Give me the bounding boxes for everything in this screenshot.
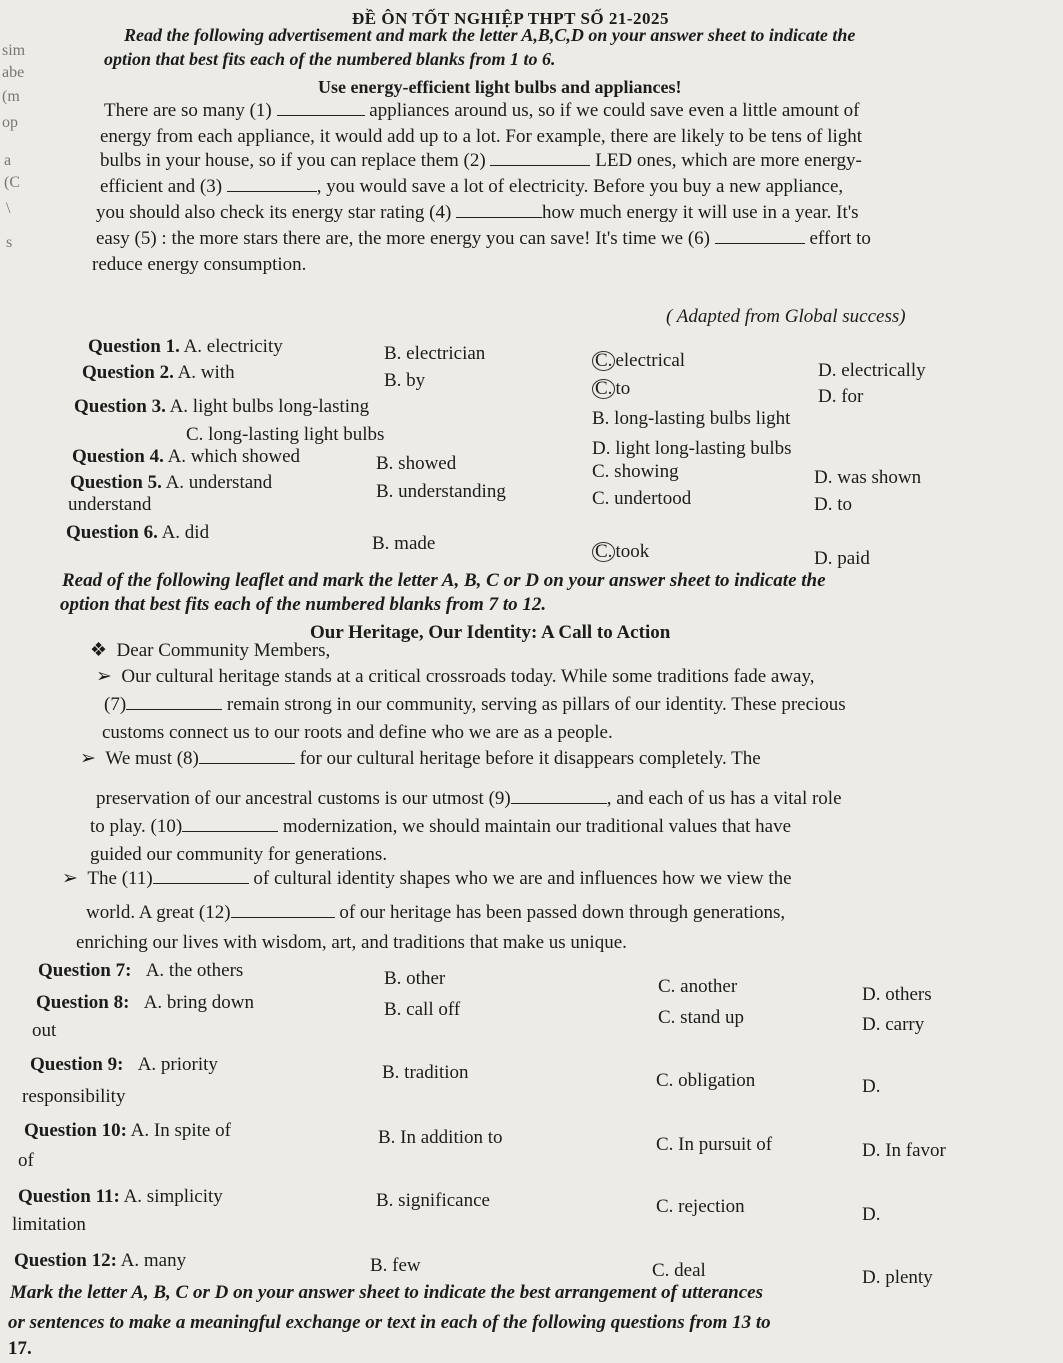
text: of our heritage has been passed down through generations,: [339, 902, 786, 923]
margin-mark: abe: [2, 64, 25, 81]
option-a[interactable]: A. priority: [137, 1054, 218, 1075]
passage-line: reduce energy consumption.: [92, 254, 307, 275]
text: you should also check its energy star rating (4): [96, 202, 452, 223]
q-label: Question 11:: [18, 1186, 120, 1207]
leaflet-title: Our Heritage, Our Identity: A Call to Action: [310, 622, 671, 643]
bullet-line: [90, 816, 791, 838]
margin-mark: (C: [4, 174, 20, 191]
text: bulbs in your house, so if you can replace them (2): [100, 150, 486, 171]
option-a[interactable]: A. many: [120, 1250, 187, 1271]
question-label: [70, 472, 272, 494]
option-c[interactable]: C. deal: [652, 1260, 706, 1281]
text: appliances around us, so if we could save even a little amount of: [369, 100, 860, 121]
margin-mark: a: [4, 152, 12, 169]
answer-circle: C.: [592, 351, 615, 371]
question-label: [18, 1186, 223, 1208]
option-d[interactable]: D. light long-lasting bulbs: [592, 438, 792, 459]
greeting: [90, 640, 330, 662]
blank-3[interactable]: [227, 177, 317, 192]
q-label: Question 9:: [30, 1054, 124, 1075]
blank-9[interactable]: [511, 789, 607, 804]
q-label: Question 8:: [36, 992, 130, 1013]
option-wrap: responsibility: [22, 1086, 126, 1107]
page-title: ĐỀ ÔN TỐT NGHIỆP THPT SỐ 21-2025: [352, 9, 670, 28]
bullet-line: enriching our lives with wisdom, art, and traditions that make us unique.: [76, 932, 627, 953]
question-label: [66, 522, 209, 544]
bullet-line: [86, 902, 785, 924]
margin-mark: op: [2, 114, 18, 131]
option-b[interactable]: B. other: [384, 968, 446, 989]
text: took: [615, 541, 650, 562]
text: efficient and (3): [100, 176, 223, 197]
q-label: Question 1.: [88, 336, 180, 357]
text: modernization, we should maintain our traditional values that have: [282, 816, 792, 837]
q-label: Question 3.: [74, 396, 166, 417]
bullet-line: [62, 868, 792, 890]
blank-11[interactable]: [153, 869, 249, 884]
text: for our cultural heritage before it disappears completely. The: [299, 748, 761, 769]
q-label: Question 12:: [14, 1250, 117, 1271]
option-b[interactable]: B. long-lasting bulbs light: [592, 408, 791, 429]
blank-12[interactable]: [231, 903, 335, 918]
option-d[interactable]: D. plenty: [862, 1267, 933, 1288]
text: of cultural identity shapes who we are and influences how we view the: [253, 868, 792, 889]
option-c[interactable]: C. In pursuit of: [656, 1134, 773, 1155]
option-c[interactable]: C. obligation: [656, 1070, 756, 1091]
text: LED ones, which are more energy-: [595, 150, 862, 171]
option-a[interactable]: A. did: [161, 522, 210, 543]
option-b[interactable]: B. significance: [376, 1190, 490, 1211]
option-a[interactable]: A. electricity: [183, 336, 283, 357]
arrow-bullet-icon: ➢: [80, 748, 96, 769]
q-label: Question 6.: [66, 522, 158, 543]
blank-7[interactable]: [126, 695, 222, 710]
part2-instruction-line1: Read of the following leaflet and mark the letter A, B, C or D on your answer sheet to indicate the: [62, 570, 826, 591]
diamond-bullet-icon: ❖: [90, 640, 108, 661]
text: We must (8): [105, 748, 199, 769]
option-b[interactable]: B. electrician: [384, 343, 486, 364]
blank-6[interactable]: [715, 229, 805, 244]
option-c[interactable]: [592, 541, 649, 563]
option-d[interactable]: D. was shown: [814, 467, 922, 488]
option-d[interactable]: D. In favor: [862, 1140, 946, 1161]
bullet-line: [80, 748, 761, 770]
text: The (11): [87, 868, 153, 889]
option-d[interactable]: D. for: [818, 386, 864, 407]
option-wrap: understand: [68, 494, 152, 515]
passage-line: energy from each appliance, it would add up to a lot. For example, there are likely to be tens of light: [100, 126, 863, 147]
blank-1[interactable]: [277, 101, 365, 116]
passage-line: [104, 100, 859, 122]
text: remain strong in our community, serving as pillars of our identity. These precious: [226, 694, 846, 715]
part1-instruction-line1: Read the following advertisement and mark the letter A,B,C,D on your answer sheet to indicate the: [124, 25, 856, 45]
text: effort to: [809, 228, 871, 249]
option-wrap: of: [18, 1150, 34, 1171]
bullet-line: [96, 666, 815, 688]
blank-2[interactable]: [490, 151, 590, 166]
question-label: [14, 1250, 186, 1272]
source-credit: ( Adapted from Global success): [666, 306, 906, 327]
q-label: Question 2.: [82, 362, 174, 383]
question-label: [74, 396, 369, 418]
option-a[interactable]: A. simplicity: [123, 1186, 223, 1207]
blank-8[interactable]: [199, 749, 295, 764]
option-c[interactable]: [592, 378, 630, 400]
option-d[interactable]: D.: [862, 1076, 881, 1097]
q-label: Question 4.: [72, 446, 164, 467]
passage-line: [96, 202, 859, 224]
option-a[interactable]: A. bring down: [143, 992, 254, 1013]
option-b[interactable]: B. by: [384, 370, 426, 391]
text: , and each of us has a vital role: [606, 788, 842, 809]
option-a[interactable]: A. which showed: [167, 446, 301, 467]
question-label: [88, 336, 283, 358]
option-b[interactable]: B. understanding: [376, 481, 506, 502]
question-label: [36, 992, 254, 1014]
question-label: [82, 362, 235, 384]
option-c[interactable]: C. stand up: [658, 1007, 745, 1028]
passage-line: [100, 150, 862, 172]
part2-instruction-line2: option that best fits each of the numbered blanks from 7 to 12.: [60, 594, 547, 615]
arrow-bullet-icon: ➢: [96, 666, 112, 687]
margin-mark: \: [6, 200, 11, 217]
arrow-bullet-icon: ➢: [62, 868, 78, 889]
option-b[interactable]: B. In addition to: [378, 1127, 503, 1148]
option-d[interactable]: D. carry: [862, 1014, 925, 1035]
text: easy (5) : the more stars there are, the more energy you can save! It's time we (6): [96, 228, 710, 249]
bullet-line: [104, 694, 846, 716]
text: to play. (10): [90, 816, 183, 837]
text: There are so many (1): [104, 100, 272, 121]
option-b[interactable]: B. few: [370, 1255, 421, 1276]
text: Dear Community Members,: [116, 640, 331, 661]
text: to: [615, 378, 631, 399]
question-label: [38, 960, 243, 982]
passage-line: [96, 228, 871, 250]
option-c[interactable]: C. another: [658, 976, 738, 997]
option-wrap: limitation: [12, 1214, 86, 1235]
bullet-line: [96, 788, 842, 810]
text: world. A great (12): [86, 902, 231, 923]
margin-mark: s: [6, 234, 13, 251]
option-c[interactable]: C. long-lasting light bulbs: [186, 424, 385, 445]
part3-instruction-line3: 17.: [8, 1338, 32, 1359]
option-b[interactable]: B. made: [372, 533, 436, 554]
option-c[interactable]: C. undertood: [592, 488, 692, 509]
part3-instruction-line2: or sentences to make a meaningful exchange or text in each of the following questions from 13 to: [8, 1312, 771, 1333]
question-label: [72, 446, 300, 468]
option-wrap: out: [32, 1020, 57, 1041]
option-c[interactable]: C. showing: [592, 461, 679, 482]
text: , you would save a lot of electricity. Before you buy a new appliance,: [316, 176, 844, 197]
option-d[interactable]: D. paid: [814, 548, 870, 569]
question-label: [24, 1120, 231, 1142]
option-a[interactable]: A. with: [177, 362, 235, 383]
text: electrical: [615, 350, 686, 371]
margin-mark: (m: [2, 88, 20, 105]
q-label: Question 10:: [24, 1120, 127, 1141]
option-b[interactable]: B. call off: [384, 999, 461, 1020]
advert-title: Use energy-efficient light bulbs and appliances!: [318, 77, 682, 97]
option-a[interactable]: A. In spite of: [130, 1120, 231, 1141]
part1-instruction-line2: option that best fits each of the numbered blanks from 1 to 6.: [104, 49, 556, 69]
answer-circle: C.: [592, 379, 615, 399]
bullet-line: customs connect us to our roots and define who we are as a people.: [102, 722, 613, 743]
bullet-line: guided our community for generations.: [90, 844, 388, 865]
option-c[interactable]: C. rejection: [656, 1196, 745, 1217]
passage-line: [100, 176, 843, 198]
text: how much energy it will use in a year. It's: [542, 202, 859, 223]
option-d[interactable]: D.: [862, 1204, 881, 1225]
option-c[interactable]: [592, 350, 685, 372]
option-d[interactable]: D. electrically: [818, 360, 926, 381]
text: preservation of our ancestral customs is our utmost (9): [96, 788, 511, 809]
option-a[interactable]: A. light bulbs long-lasting: [169, 396, 370, 417]
blank-4[interactable]: [456, 203, 542, 218]
text: (7): [104, 694, 127, 715]
option-a[interactable]: A. the others: [145, 960, 244, 981]
option-a[interactable]: A. understand: [165, 472, 273, 493]
blank-10[interactable]: [182, 817, 278, 832]
option-d[interactable]: D. to: [814, 494, 852, 515]
text: Our cultural heritage stands at a critical crossroads today. While some traditions fade away,: [121, 666, 815, 687]
answer-circle: C.: [592, 542, 615, 562]
margin-mark: sim: [2, 42, 26, 59]
q-label: Question 5.: [70, 472, 162, 493]
q-label: Question 7:: [38, 960, 132, 981]
option-b[interactable]: B. showed: [376, 453, 457, 474]
option-b[interactable]: B. tradition: [382, 1062, 469, 1083]
option-d[interactable]: D. others: [862, 984, 932, 1005]
part3-instruction-line1: Mark the letter A, B, C or D on your answer sheet to indicate the best arrangement of utterances: [10, 1282, 764, 1303]
question-label: [30, 1054, 218, 1076]
